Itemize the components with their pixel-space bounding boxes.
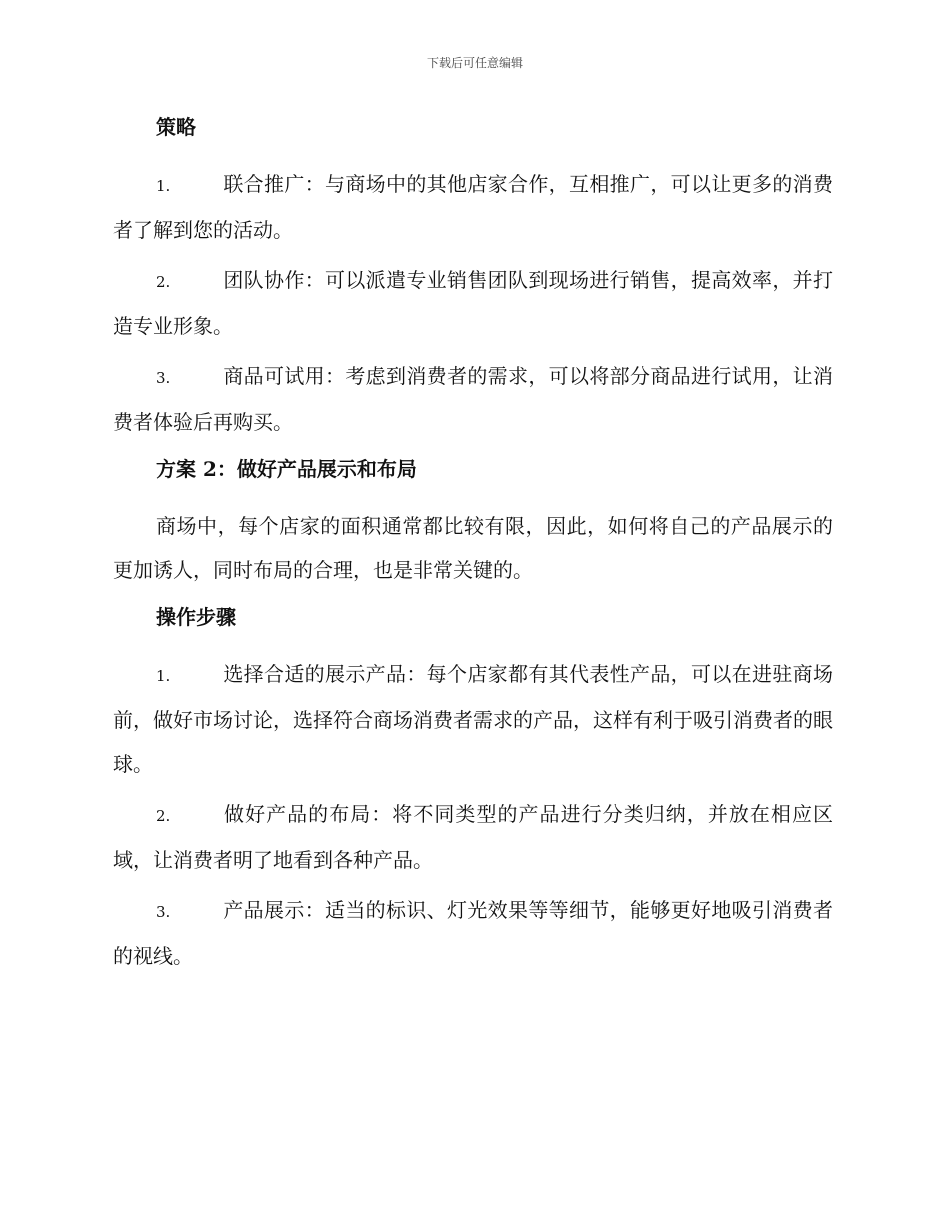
list-item-text: 选择合适的展示产品：每个店家都有其代表性产品，可以在进驻商场前，做好市场讨论，选择符合商场消费者需求的产品，这样有利于吸引消费者的眼球。 xyxy=(113,662,833,776)
list-number: 3. xyxy=(156,903,171,921)
section-heading-steps: 操作步骤 xyxy=(156,605,236,629)
list-item xyxy=(113,162,833,252)
list-item xyxy=(113,354,833,444)
document-body xyxy=(113,108,833,984)
list-item-text: 商品可试用：考虑到消费者的需求，可以将部分商品进行试用，让消费者体验后再购买。 xyxy=(113,364,833,434)
list-item xyxy=(113,258,833,348)
list-number: 3. xyxy=(156,369,171,387)
list-item xyxy=(113,792,833,882)
page-header: 下载后可任意编辑 xyxy=(426,56,523,70)
list-number: 1. xyxy=(156,177,171,195)
list-number: 2. xyxy=(156,807,171,825)
list-item-text: 做好产品的布局：将不同类型的产品进行分类归纳，并放在相应区域，让消费者明了地看到各种产品。 xyxy=(113,802,833,872)
list-item xyxy=(113,888,833,978)
section-heading-strategy: 策略 xyxy=(156,115,196,139)
list-item-text: 联合推广：与商场中的其他店家合作，互相推广，可以让更多的消费者了解到您的活动。 xyxy=(113,172,833,242)
section-heading-plan2: 方案 2：做好产品展示和布局 xyxy=(156,457,417,481)
list-item-text: 产品展示：适当的标识、灯光效果等等细节，能够更好地吸引消费者的视线。 xyxy=(113,898,833,968)
body-paragraph: 商场中，每个店家的面积通常都比较有限，因此，如何将自己的产品展示的更加诱人，同时布局的合理，也是非常关键的。 xyxy=(113,514,833,582)
list-number: 2. xyxy=(156,273,171,291)
list-item-text: 团队协作：可以派遣专业销售团队到现场进行销售，提高效率，并打造专业形象。 xyxy=(113,268,833,338)
list-item xyxy=(113,652,833,786)
list-number: 1. xyxy=(156,667,171,685)
